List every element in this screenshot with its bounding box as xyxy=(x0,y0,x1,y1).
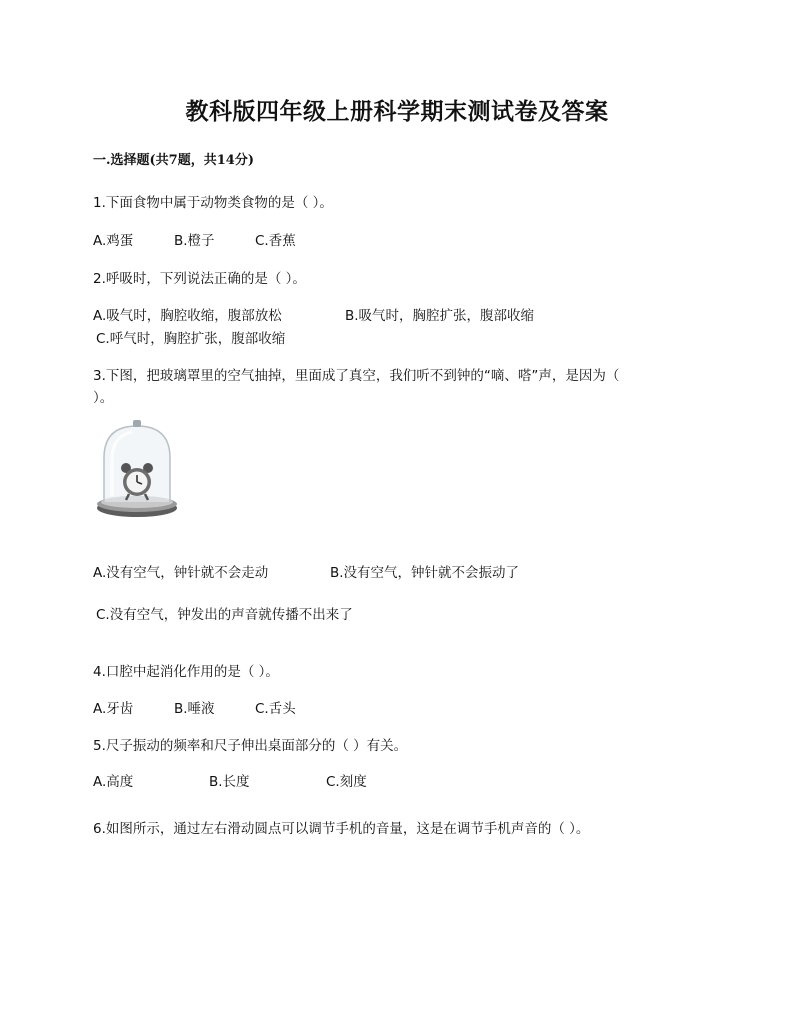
question-4-option-c: C.舌头 xyxy=(255,701,296,717)
section-heading: 一.选择题(共7题，共14分) xyxy=(93,153,254,168)
question-5-stem: 5.尺子振动的频率和尺子伸出桌面部分的（ ）有关。 xyxy=(93,738,408,754)
question-1-option-a: A.鸡蛋 xyxy=(93,233,134,249)
question-3-option-b: B.没有空气，钟针就不会振动了 xyxy=(330,565,520,581)
question-2-option-a: A.吸气时，胸腔收缩，腹部放松 xyxy=(93,308,282,324)
question-1-stem: 1.下面食物中属于动物类食物的是（ ）。 xyxy=(93,195,333,211)
page-title: 教科版四年级上册科学期末测试卷及答案 xyxy=(185,98,609,125)
question-3-option-a: A.没有空气，钟针就不会走动 xyxy=(93,565,269,581)
question-6-stem: 6.如图所示，通过左右滑动圆点可以调节手机的音量，这是在调节手机声音的（ ）。 xyxy=(93,821,590,837)
question-5-option-c: C.刻度 xyxy=(326,774,367,790)
bell-jar-alarm-clock-icon xyxy=(92,418,182,522)
question-5-option-a: A.高度 xyxy=(93,774,134,790)
question-4-option-a: A.牙齿 xyxy=(93,701,134,717)
question-3-option-c: C.没有空气，钟发出的声音就传播不出来了 xyxy=(96,607,353,623)
question-2-stem: 2.呼吸时，下列说法正确的是（ ）。 xyxy=(93,271,306,287)
question-2-option-b: B.吸气时，胸腔扩张，腹部收缩 xyxy=(345,308,535,324)
question-4-stem: 4.口腔中起消化作用的是（ ）。 xyxy=(93,664,279,680)
question-4-option-b: B.唾液 xyxy=(174,701,215,717)
question-3-stem-line1: 3.下图，把玻璃罩里的空气抽掉，里面成了真空，我们听不到钟的“嘀、嗒”声，是因为（ xyxy=(93,368,620,384)
question-1-option-b: B.橙子 xyxy=(174,233,215,249)
question-2-option-c: C.呼气时，胸腔扩张，腹部收缩 xyxy=(96,331,286,347)
question-3-stem-line2: ）。 xyxy=(93,390,114,406)
question-5-option-b: B.长度 xyxy=(209,774,250,790)
question-1-option-c: C.香蕉 xyxy=(255,233,296,249)
